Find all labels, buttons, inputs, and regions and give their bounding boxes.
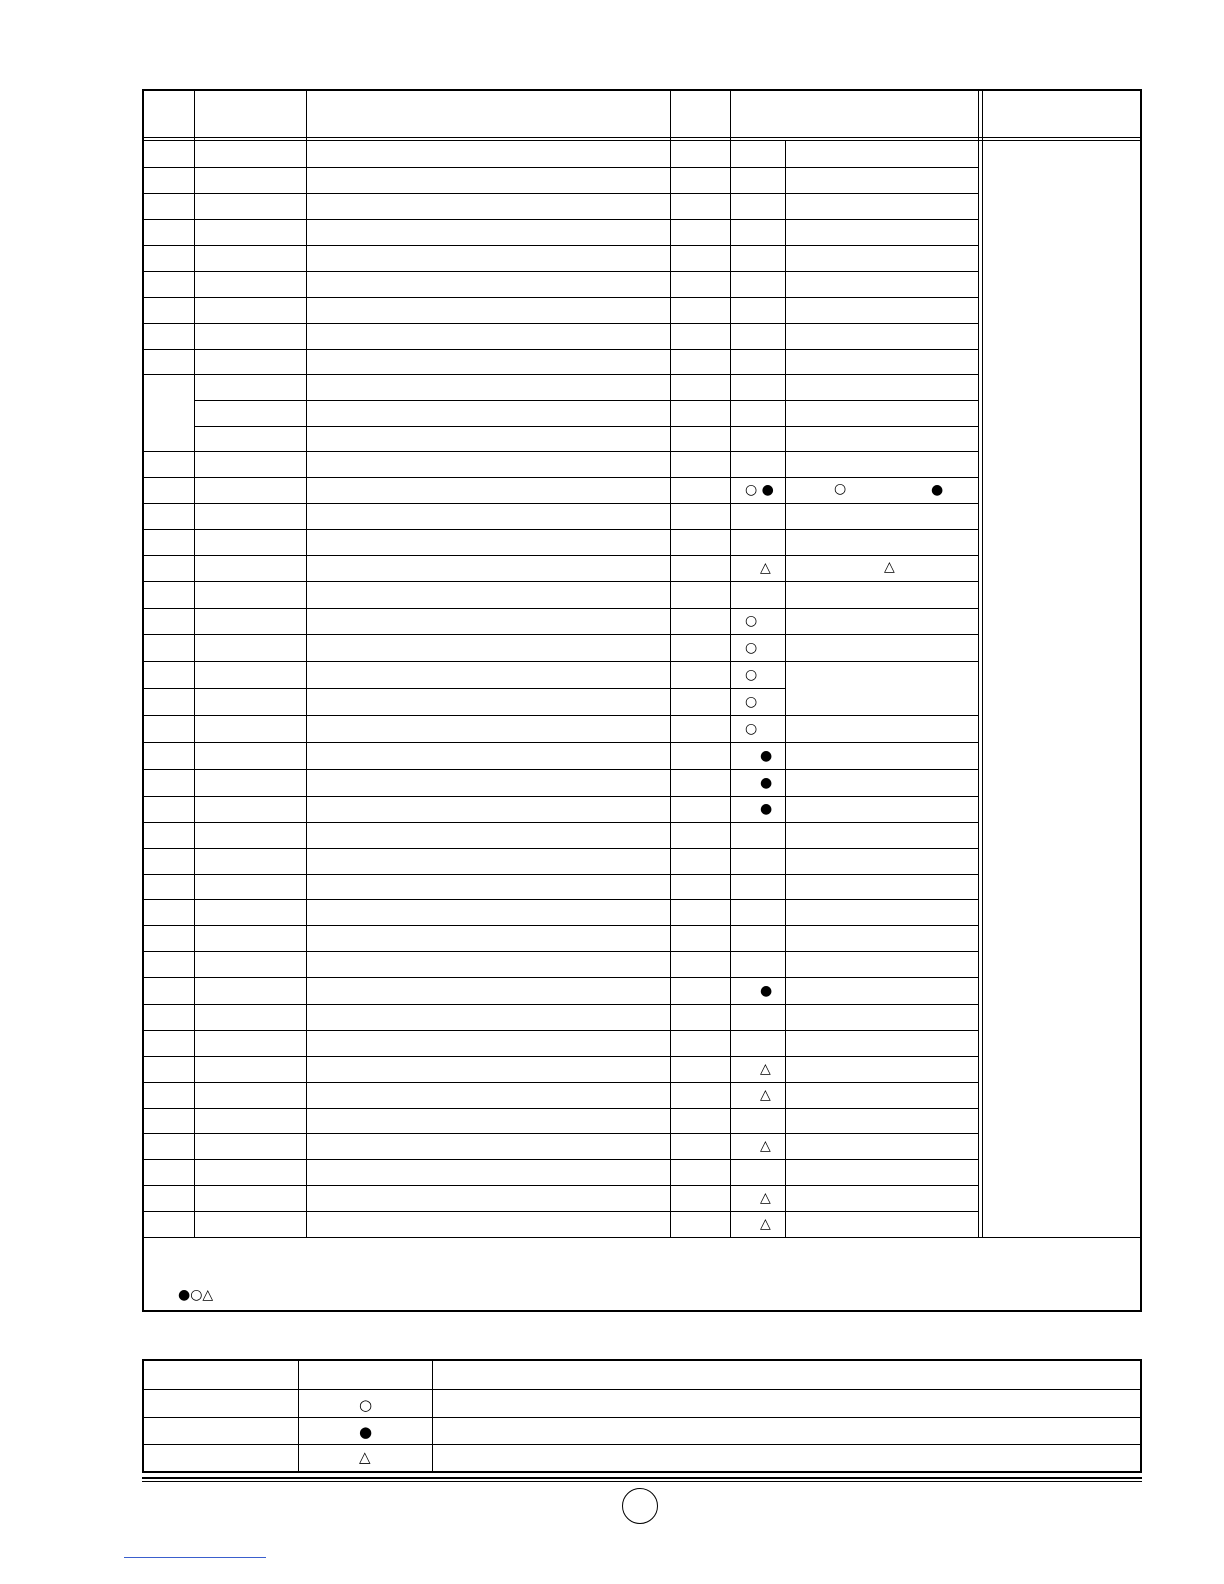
table-row-line [142,245,978,246]
table-row-line [142,899,978,900]
footnote-symbols: ●○△ [178,1287,214,1303]
col-divider-6a [978,89,979,1237]
header-divider [142,137,1142,138]
row-note-symbol-left: △ [884,559,895,575]
table-row-line [142,219,978,220]
table-row-line [142,555,978,556]
table-row-line [142,1133,978,1134]
row-marker-symbol: ● [760,747,773,764]
row-marker-symbol: ● [760,801,773,817]
table-row-line [142,451,978,452]
col-divider-2 [306,89,307,1237]
table-row-line [142,323,978,324]
table-row-line [142,1159,978,1160]
row-marker-symbol: ○ [745,639,758,656]
row-marker-symbol: △ [760,1087,771,1103]
row-marker-symbol: ● [760,982,773,999]
table-row-line [142,1211,978,1212]
table-row-line [142,1082,978,1083]
table-row-line [142,715,978,716]
col-divider-5 [785,140,786,1237]
table-row-line [142,634,978,635]
row-marker-symbol: △ [760,1190,771,1206]
row-marker-symbol: △ [760,1061,771,1077]
row-marker-symbol: ○ [745,613,758,629]
legend-col-divider-2 [432,1359,433,1473]
legend-table [142,1359,1142,1473]
table-row-line [142,503,978,504]
table-row-line [142,297,978,298]
table-row-line [142,1185,978,1186]
col-divider-3 [670,89,671,1237]
table-row-line [142,822,978,823]
table-row-line [142,529,978,530]
legend-symbol-open-circle: ○ [359,1396,373,1414]
row-marker-symbol: △ [760,1216,771,1232]
header-divider-2 [142,140,1142,141]
table-row-line [142,1030,978,1031]
footer-link[interactable] [124,1557,266,1558]
table-row-line [142,977,978,978]
page-number-circle [622,1488,658,1524]
row-marker-symbol: ○ [745,666,758,683]
col-divider-6b [982,89,983,1237]
table-row-line [142,1108,978,1109]
table-row-line [142,769,978,770]
footer-rule-2 [142,1481,1142,1482]
col-divider-4 [730,89,731,1237]
row-marker-symbol: ○ ● [745,482,774,498]
row-marker-symbol: ○ [745,693,758,710]
legend-col-divider-1 [298,1359,299,1473]
table-row-line [142,167,978,168]
table-row-line [142,477,978,478]
table-row-line [142,796,978,797]
row-note-symbol-left: ○ [834,481,847,497]
table-row-line [194,400,978,401]
table-row-line [142,193,978,194]
notes-divider [142,1237,1142,1238]
legend-row-line-1 [142,1389,1142,1390]
footer-rule-1 [142,1477,1142,1479]
table-row-line [194,426,978,427]
legend-row-line-2 [142,1417,1142,1418]
table-row-line [142,688,785,689]
table-row-line [142,608,978,609]
table-row-line [142,742,978,743]
table-row-line [142,1004,978,1005]
table-row-line [142,374,978,375]
table-row-line [142,951,978,952]
table-row-line [142,349,978,350]
table-row-line [142,581,978,582]
legend-symbol-filled-circle: ● [359,1423,373,1441]
row-marker-symbol: ○ [745,720,758,737]
row-marker-symbol: ● [760,774,773,791]
table-row-line [142,874,978,875]
legend-row-line-3 [142,1444,1142,1445]
table-row-line [142,848,978,849]
main-table [142,89,1142,1312]
table-row-line [142,925,978,926]
table-row-line [142,1056,978,1057]
row-note-symbol-right: ● [931,482,944,498]
table-row-line [142,661,978,662]
row-marker-symbol: △ [760,560,771,576]
row-marker-symbol: △ [760,1138,771,1154]
legend-symbol-triangle: △ [359,1448,371,1466]
col-divider-1 [194,89,195,1237]
table-row-line [142,271,978,272]
